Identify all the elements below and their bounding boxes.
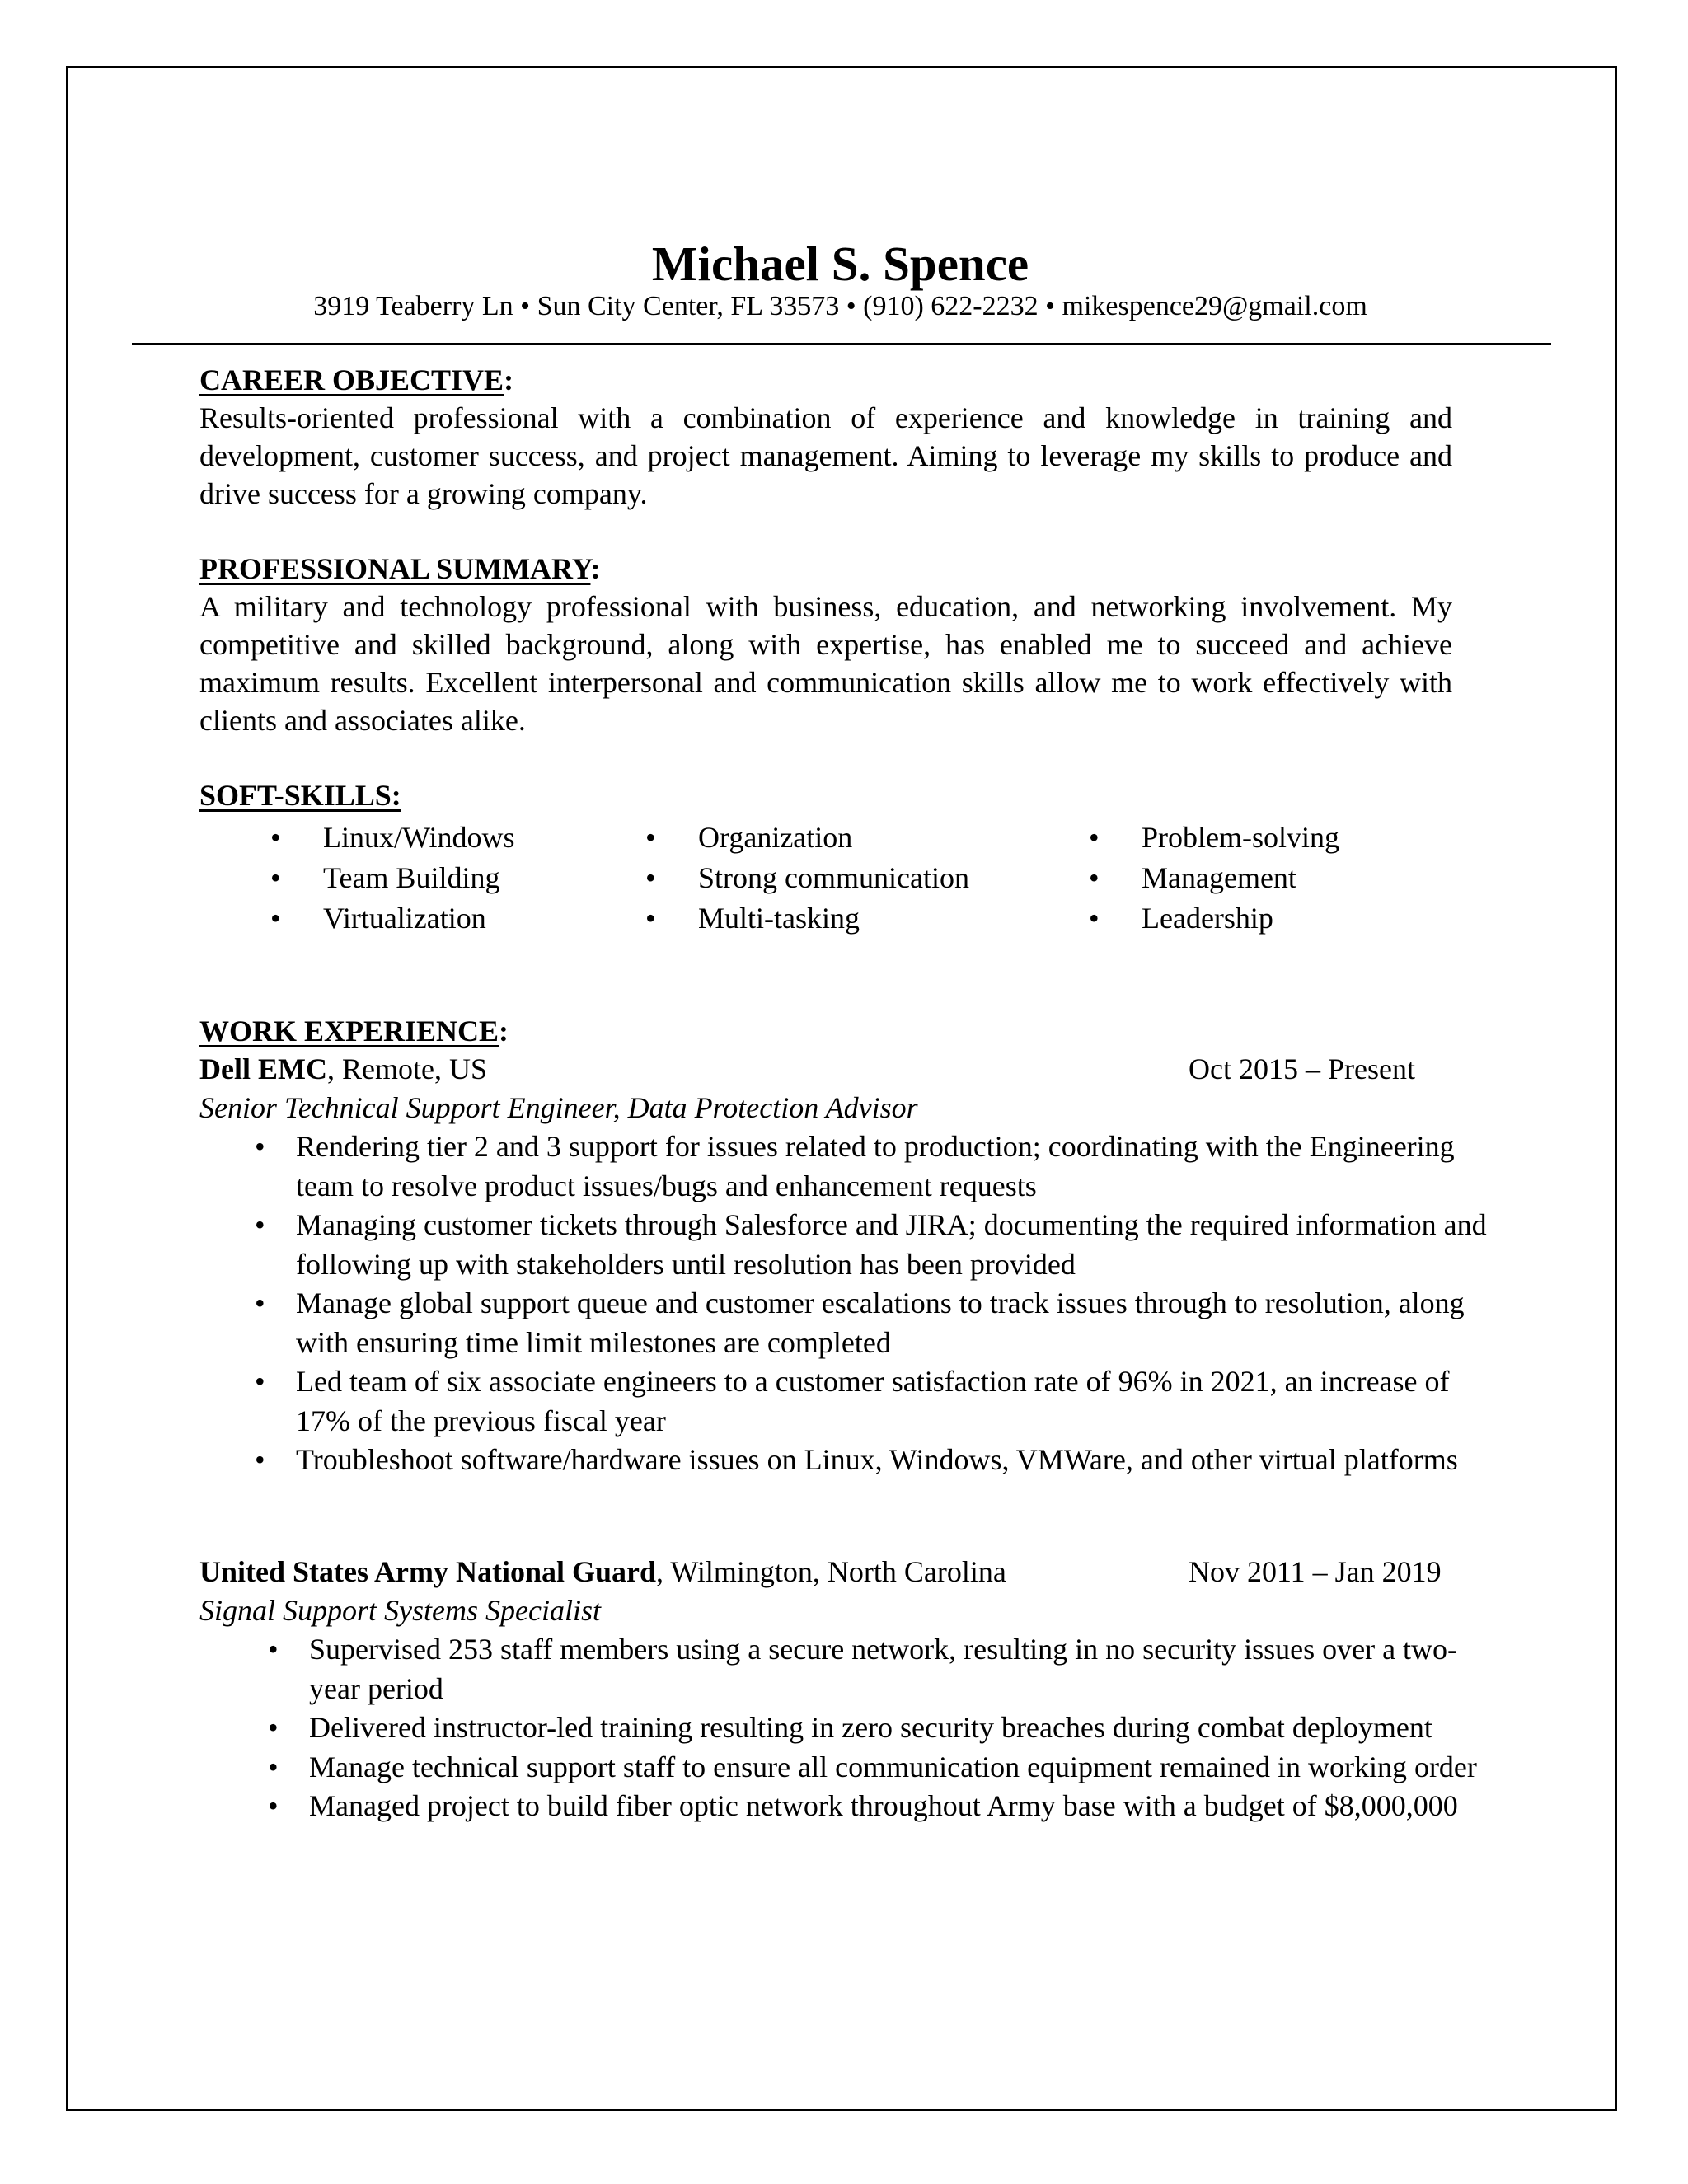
skill-item: • Multi-tasking — [632, 898, 969, 939]
professional-summary-heading-colon: : — [590, 552, 601, 585]
professional-summary-text: A military and technology professional with business, education, and networking involvement. My competitive and skilled background, along with expertise, has enabled me to succeed and achieve maximum results. Excellent interpersonal and communication skills allow me to work effectively with clients and associates alike. — [199, 590, 1452, 737]
work-experience-heading-colon: : — [499, 1015, 509, 1047]
skill-item: • Organization — [632, 818, 969, 858]
career-objective-heading — [199, 361, 513, 399]
soft-skills-heading-text: SOFT-SKILLS: — [199, 779, 401, 812]
skill-item: • Team Building — [257, 858, 515, 898]
job-bullet: • Managed project to build fiber optic network throughout Army base with a budget of $8,000,000 — [309, 1787, 1496, 1826]
job-bullet: • Delivered instructor-led training resulting in zero security breaches during combat deployment — [309, 1708, 1496, 1748]
job-header — [199, 1552, 1502, 1591]
employer-location: , Remote, US — [326, 1052, 487, 1085]
job-title: Signal Support Systems Specialist — [199, 1594, 601, 1627]
professional-summary-heading-text: PROFESSIONAL SUMMARY — [199, 552, 591, 585]
job-bullet: • Troubleshoot software/hardware issues on Linux, Windows, VMWare, and other virtual platforms — [296, 1441, 1499, 1480]
job-bullet: • Manage global support queue and customer escalations to track issues through to resolution, along with ensuring time limit milestones are completed — [296, 1284, 1499, 1362]
skill-item: • Virtualization — [257, 898, 515, 939]
employer-name: United States Army National Guard — [199, 1555, 657, 1588]
career-objective-text: Results-oriented professional with a combination of experience and knowledge in training and development, customer success, and project management. Aiming to leverage my skills to produce and drive success for a growing company. — [199, 401, 1452, 510]
work-experience-heading — [199, 1012, 509, 1050]
job-bullet: • Managing customer tickets through Salesforce and JIRA; documenting the required information and following up with stakeholders until resolution has been provided — [296, 1206, 1499, 1284]
career-objective-heading-text: CAREER OBJECTIVE — [199, 363, 504, 396]
job-bullet: • Rendering tier 2 and 3 support for issues related to production; coordinating with the Engineering team to resolve product issues/bugs and enhancement requests — [296, 1127, 1499, 1206]
candidate-name: Michael S. Spence — [651, 237, 1029, 291]
skills-column-2 — [632, 818, 969, 939]
job-bullets — [309, 1630, 1496, 1826]
job-dates: Nov 2011 – Jan 2019 — [1189, 1555, 1442, 1588]
skills-column-3 — [1076, 818, 1339, 939]
job-title: Senior Technical Support Engineer, Data Protection Advisor — [199, 1091, 918, 1124]
skill-item: • Strong communication — [632, 858, 969, 898]
job-bullet: • Supervised 253 staff members using a secure network, resulting in no security issues over a two-year period — [309, 1630, 1496, 1708]
job-bullet: • Manage technical support staff to ensure all communication equipment remained in working order — [309, 1748, 1496, 1788]
skill-item: • Linux/Windows — [257, 818, 515, 858]
professional-summary-heading — [199, 550, 600, 588]
contact-line: 3919 Teaberry Ln • Sun City Center, FL 33573 • (910) 622-2232 • mikespence29@gmail.com — [313, 291, 1367, 321]
employer-name: Dell EMC — [199, 1052, 327, 1085]
job-bullets — [296, 1127, 1499, 1480]
work-experience-heading-text: WORK EXPERIENCE — [199, 1015, 499, 1047]
job-header — [199, 1049, 1502, 1089]
skills-column-1 — [257, 818, 515, 939]
job-dates: Oct 2015 – Present — [1189, 1052, 1415, 1085]
soft-skills-heading — [199, 776, 401, 814]
skill-item: • Leadership — [1076, 898, 1339, 939]
skill-item: • Management — [1076, 858, 1339, 898]
skill-item: • Problem-solving — [1076, 818, 1339, 858]
job-bullet: • Led team of six associate engineers to a customer satisfaction rate of 96% in 2021, an increase of 17% of the previous fiscal year — [296, 1362, 1499, 1441]
career-objective-heading-colon: : — [504, 363, 514, 396]
employer-location: , Wilmington, North Carolina — [656, 1555, 1006, 1588]
header-divider — [132, 343, 1551, 345]
